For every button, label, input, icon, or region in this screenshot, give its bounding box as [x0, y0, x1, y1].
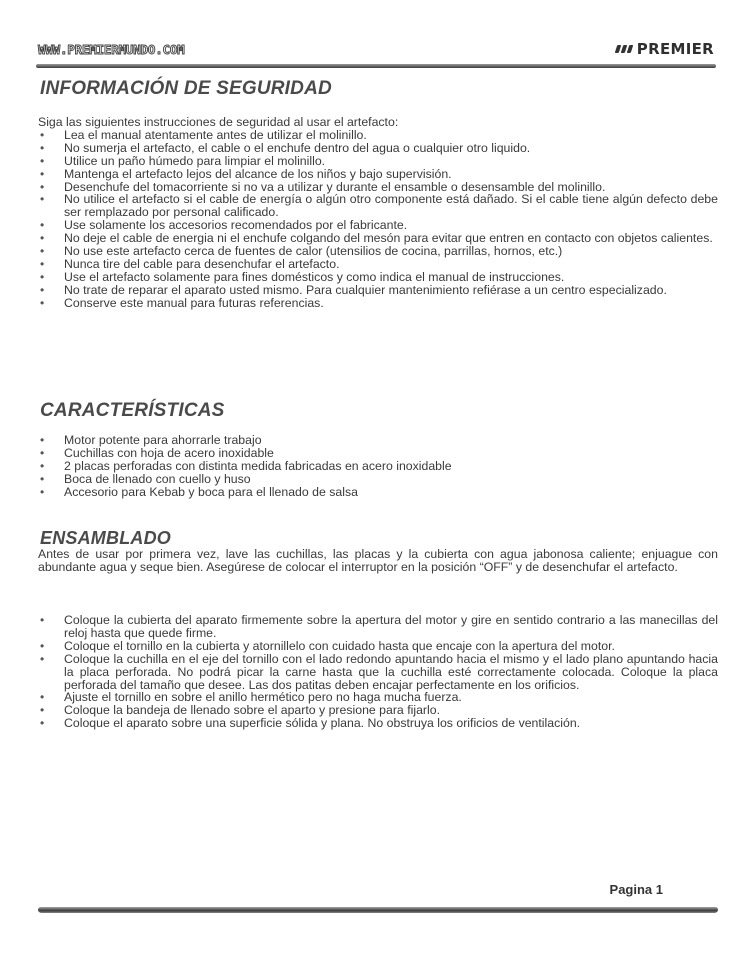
assembly-step: • Coloque la cuchilla en el eje del tornillo con el lado redondo apuntando hacia el mismo y el lado plano apuntando hacia la placa perforada. No podrá picar la carne hasta que la cuchilla esté correctamente colocada. Coloque la placa perforada del tamaño que desee. Las dos patitas deben encajar perfectamente en los orificios. [38, 653, 718, 692]
safety-item: • Utilice un paño húmedo para limpiar el molinillo. [38, 155, 718, 168]
safety-item: • Nunca tire del cable para desenchufar el artefacto. [38, 258, 718, 271]
safety-item: • Lea el manual atentamente antes de utilizar el molinillo. [38, 129, 718, 142]
safety-intro: Siga las siguientes instrucciones de seguridad al usar el artefacto: [38, 115, 399, 129]
safety-heading: INFORMACIÓN DE SEGURIDAD [40, 78, 332, 99]
brand-logo [616, 40, 714, 58]
header-divider [36, 64, 716, 68]
page-header [38, 42, 714, 62]
premier-logo-icon [616, 45, 632, 53]
features-list [38, 434, 718, 499]
safety-item: • No trate de reparar el aparato usted mismo. Para cualquier mantenimiento refiérase a un centro especializado. [38, 284, 718, 297]
assembly-section [38, 614, 718, 730]
assembly-step: • Coloque el aparato sobre una superficie sólida y plana. No obstruya los orificios de ventilación. [38, 717, 718, 730]
site-url: WWW.PREMIERMUNDO.COM [38, 42, 185, 57]
safety-item: • No deje el cable de energia ni el enchufe colgando del mesón para evitar que entren en contacto con objetos calientes. [38, 232, 718, 245]
page-number: Pagina 1 [609, 882, 663, 897]
assembly-heading: ENSAMBLADO [40, 528, 171, 548]
safety-item: • Desenchufe del tomacorriente si no va a utilizar y durante el ensamble o desensamble del molinillo. [38, 181, 718, 194]
feature-item: • 2 placas perforadas con distinta medida fabricadas en acero inoxidable [38, 460, 718, 473]
assembly-intro-text: Antes de usar por primera vez, lave las cuchillas, las placas y la cubierta con agua jabonosa caliente; enjuague con abundante agua y seque bien. Asegúrese de colocar el interruptor en la posición “OFF” y de desenchufar el artefacto. [38, 547, 718, 574]
assembly-step: • Coloque el tornillo en la cubierta y atornillelo con cuidado hasta que encaje con la apertura del motor. [38, 640, 718, 653]
assembly-step: • Coloque la cubierta del aparato firmemente sobre la apertura del motor y gire en sentido contrario a las manecillas del reloj hasta que quede firme. [38, 614, 718, 640]
safety-item: • Use el artefacto solamente para fines domésticos y como indica el manual de instrucciones. [38, 271, 718, 284]
safety-list [38, 129, 718, 310]
safety-item: • No sumerja el artefacto, el cable o el enchufe dentro del agua o cualquier otro liquido. [38, 142, 718, 155]
safety-item: • Use solamente los accesorios recomendados por el fabricante. [38, 219, 718, 232]
assembly-list [38, 614, 718, 730]
safety-item: • No use este artefacto cerca de fuentes de calor (utensilios de cocina, parrillas, hornos, etc.) [38, 245, 718, 258]
feature-item: • Cuchillas con hoja de acero inoxidable [38, 447, 718, 460]
feature-item: • Motor potente para ahorrarle trabajo [38, 434, 718, 447]
features-section [38, 434, 718, 499]
safety-item: • Conserve este manual para futuras referencias. [38, 297, 718, 310]
safety-item: • Mantenga el artefacto lejos del alcance de los niños y bajo supervisión. [38, 168, 718, 181]
brand-name: PREMIER [636, 40, 714, 58]
feature-item: • Accesorio para Kebab y boca para el llenado de salsa [38, 486, 718, 499]
assembly-step: • Ajuste el tornillo en sobre el anillo hermético pero no haga mucha fuerza. [38, 691, 718, 704]
assembly-intro [38, 548, 718, 574]
feature-item: • Boca de llenado con cuello y huso [38, 473, 718, 486]
footer-divider [38, 907, 718, 913]
features-heading: CARACTERÍSTICAS [40, 400, 225, 421]
safety-item: • No utilice el artefacto si el cable de energía o algún otro componente está dañado. Si el cable tiene algún defecto debe ser remplazado por personal calificado. [38, 193, 718, 219]
safety-section [38, 116, 718, 310]
assembly-step: • Coloque la bandeja de llenado sobre el aparto y presione para fijarlo. [38, 704, 718, 717]
